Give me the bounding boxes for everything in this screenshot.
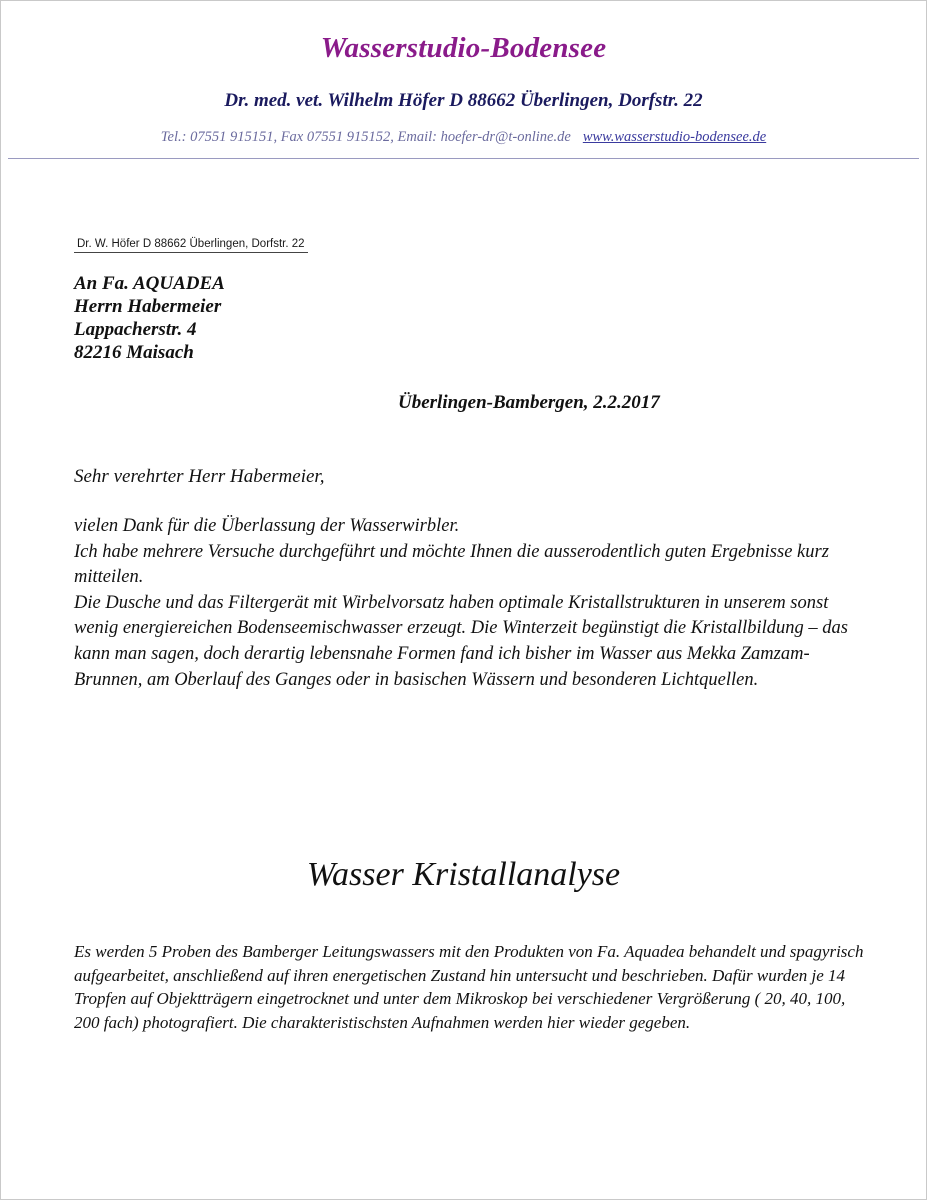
recipient-address bbox=[74, 272, 225, 364]
dateline: Überlingen-Bambergen, 2.2.2017 bbox=[398, 392, 660, 413]
recipient-line-3: Lappacherstr. 4 bbox=[74, 319, 197, 340]
recipient-line-4: 82216 Maisach bbox=[74, 342, 194, 363]
body-paragraph-1: vielen Dank für die Überlassung der Wasserwirbler. bbox=[74, 516, 460, 536]
contact-line bbox=[0, 129, 927, 146]
recipient-line-2: Herrn Habermeier bbox=[74, 296, 222, 317]
website-link[interactable]: www.wasserstudio-bodensee.de bbox=[582, 129, 767, 145]
company-name: Wasserstudio-Bodensee bbox=[320, 32, 607, 64]
section-title: Wasser Kristallanalyse bbox=[306, 856, 621, 893]
body-paragraph-3: Die Dusche und das Filtergerät mit Wirbelvorsatz haben optimale Kristallstrukturen in unserem sonst wenig energiereichen Bodenseemischwasser erzeugt. Die Winterzeit begünstigt die Kristallbildung – das kann man sagen, doch derartig lebensnahe Formen fand ich bisher im Wasser aus Mekka Zamzam-Brunnen, am Oberlauf des Ganges oder in basischen Wässern und besonderen Lichtquellen. bbox=[74, 592, 848, 690]
practitioner-address-line: Dr. med. vet. Wilhelm Höfer D 88662 Überlingen, Dorfstr. 22 bbox=[224, 90, 703, 111]
return-address: Dr. W. Höfer D 88662 Überlingen, Dorfstr. 22 bbox=[74, 238, 308, 253]
abstract-text: Es werden 5 Proben des Bamberger Leitungswassers mit den Produkten von Fa. Aquadea behandelt und spagyrisch aufgearbeitet, anschließend auf ihren energetischen Zustand hin untersucht und beschrieben. Dafür wurden je 14 Tropfen auf Objektträgern eingetrocknet und unter dem Mikroskop bei verschiedener Vergrößerung ( 20, 40, 100, 200 fach) photografiert. Die charakteristischsten Aufnahmen werden hier wieder gegeben. bbox=[74, 942, 864, 1032]
recipient-line-1: An Fa. AQUADEA bbox=[74, 273, 225, 294]
contact-phone-fax-email: Tel.: 07551 915151, Fax 07551 915152, Email: hoefer-dr@t-online.de bbox=[160, 129, 571, 145]
salutation: Sehr verehrter Herr Habermeier, bbox=[74, 466, 325, 487]
body-paragraph-2: Ich habe mehrere Versuche durchgeführt und möchte Ihnen die ausserodentlich guten Ergebnisse kurz mitteilen. bbox=[74, 541, 829, 588]
letterhead bbox=[0, 0, 927, 159]
header-divider bbox=[8, 158, 919, 159]
letter-body bbox=[74, 514, 864, 693]
